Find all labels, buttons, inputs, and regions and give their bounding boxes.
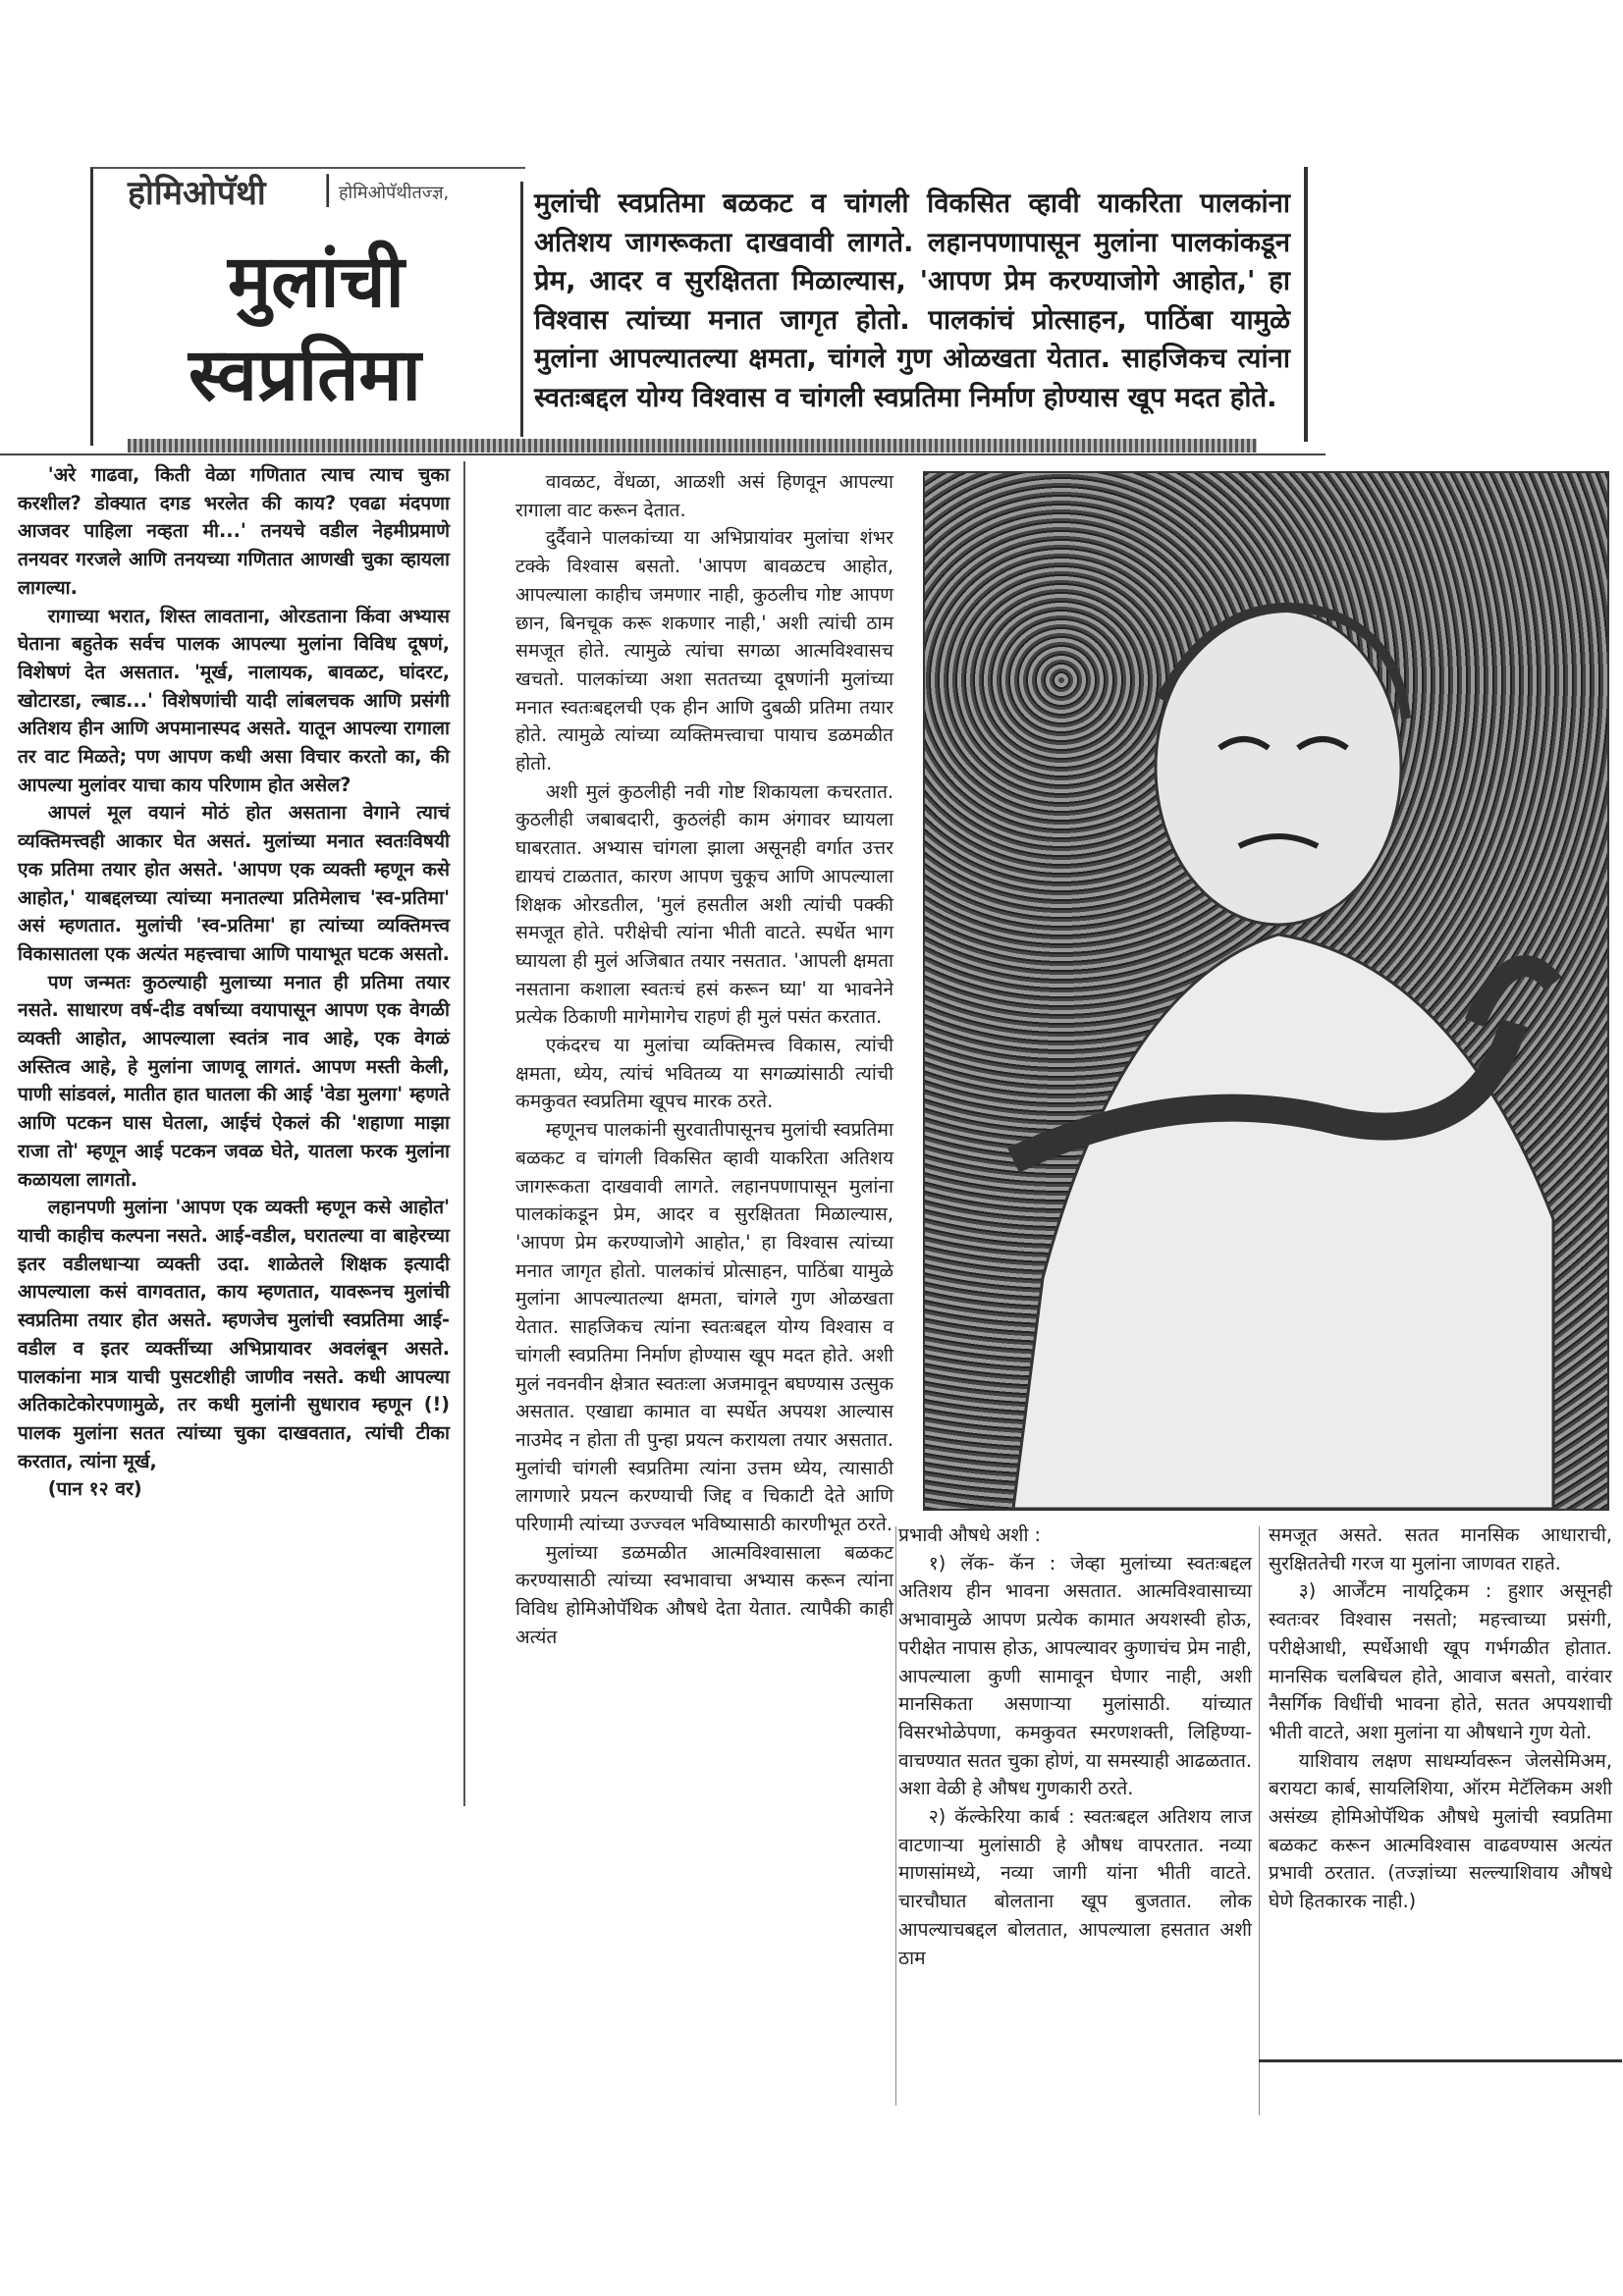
article-column-2: [515, 468, 893, 1652]
paragraph: 'अरे गाढवा, किती वेळा गणितात त्याच त्याच चुका करशील? डोक्यात दगड भरलेत की काय? एवढा मंदपणा आजवर पाहिला नव्हता मी...' तनयचे वडील नेहमीप्रमाणे तनयवर गरजले आणि तनयच्या गणितात आणखी चुका व्हायला लागल्या.: [18, 463, 450, 599]
paragraph: याशिवाय लक्षण साधर्म्यावरून जेलसेमिअम, बरायटा कार्ब, सायलिशिया, ऑरम मेटॅलिकम अशी असंख्य होमिओपॅथिक औषधे मुलांची स्वप्रतिमा बळकट करून आत्मविश्वास वाढवण्यास अत्यंत प्रभावी ठरतात. (तज्ज्ञांच्या सल्ल्याशिवाय औषधे घेणे हितकारक नाही.): [1269, 1748, 1612, 1913]
paragraph: वावळट, वेंधळा, आळशी असं हिणवून आपल्या रागाला वाट करून देतात.: [515, 470, 893, 521]
column-divider: [1259, 1526, 1260, 2115]
decorative-rule: [128, 439, 1257, 453]
header-divider: [0, 454, 1325, 455]
paragraph: समजूत असते. सतत मानसिक आधाराची, सुरक्षिततेची गरज या मुलांना जाणवत राहते.: [1269, 1523, 1612, 1575]
paragraph: अशी मुलं कुठलीही नवी गोष्ट शिकायला कचरतात. कुठलीही जबाबदारी, कुठलंही काम अंगावर घ्यायला घाबरतात. अभ्यास चांगला झाला असूनही वर्गात उत्तर द्यायचं टाळतात, कारण आपण चुकूच आणि आपल्याला शिक्षक ओरडतील, 'मुलं हसतील अशी त्यांची पक्की समजूत होते. परीक्षेची त्यांना भीती वाटते. स्पर्धेत भाग घ्यायला ही मुलं अजिबात तयार नसतात. 'आपली क्षमता नसताना कशाला स्वतःचं हसं करून घ्या' या भावनेने प्रत्येक ठिकाणी मागेमागेच राहणं ही मुलं पसंत करतात.: [515, 779, 893, 1029]
paragraph: ३) आर्जेंटम नायट्रिकम : हुशार असूनही स्वतःवर विश्वास नसतो; महत्त्वाच्या प्रसंगी, परीक्षेआधी, स्पर्धेआधी खूप गर्भगळीत होतात. मानसिक चलबिचल होते, आवाज बसतो, वारंवार नैसर्गिक विधींची भावना होते, सतत अपयशाची भीती वाटते, अशा मुलांना या औषधाने गुण येतो.: [1269, 1579, 1612, 1743]
article-column-4: [1269, 1522, 1612, 1916]
headline-line-2: स्वप्रतिमा: [189, 333, 421, 417]
intro-paragraph: मुलांची स्वप्रतिमा बळकट व चांगली विकसित व्हावी याकरिता पालकांना अतिशय जागरूकता दाखवावी लागते. लहानपणापासून मुलांना पालकांकडून प्रेम, आदर व सुरक्षितता मिळाल्यास, 'आपण प्रेम करण्याजोगे आहोत,' हा विश्वास त्यांच्या मनात जागृत होतो. पालकांचं प्रोत्साहन, पाठिंबा यामुळे मुलांना आपल्यातल्या क्षमता, चांगले गुण ओळखता येतात. साहजिकच त्यांना स्वतःबद्दल योग्य विश्वास व चांगली स्वप्रतिमा निर्माण होण्यास खूप मदत होते.: [534, 187, 1290, 413]
boy-illustration: [925, 473, 1607, 1509]
paragraph: लहानपणी मुलांना 'आपण एक व्यक्ती म्हणून कसे आहोत' याची काहीच कल्पना नसते. आई-वडील, घरातल्या वा बाहेरच्या इतर वडीलधाऱ्या व्यक्ती उदा. शाळेतले शिक्षक इत्यादी आपल्याला कसं वागवतात, काय म्हणतात, यावरूनच मुलांची स्वप्रतिमा तयार होत असते. म्हणजेच मुलांची स्वप्रतिमा आई-वडील व इतर व्यक्तींच्या अभिप्रायावर अवलंबून असते. पालकांना मात्र याची पुसटशीही जाणीव नसते. कधी आपल्या अतिकाटेकोरपणामुळे, तर कधी मुलांनी सुधाराव म्हणून (!) पालक मुलांना सतत त्यांच्या चुका दाखवतात, त्यांची टीका करतात, त्यांना मूर्ख,: [18, 1196, 450, 1472]
paragraph: एकंदरच या मुलांचा व्यक्तिमत्त्व विकास, त्यांची क्षमता, ध्येय, त्यांचं भवितव्य या सगळ्यांसाठी त्यांची कमकुवत स्वप्रतिमा खूपच मारक ठरते.: [515, 1034, 893, 1113]
closing-rule: [1259, 2059, 1622, 2062]
paragraph: दुर्दैवाने पालकांच्या या अभिप्रायांवर मुलांचा शंभर टक्के विश्वास बसतो. 'आपण बावळटच आहोत, आपल्याला काहीच जमणार नाही, कुठलीच गोष्ट आपण छान, बिनचूक करू शकणार नाही,' अशी त्यांची ठाम समजूत होते. त्यामुळे त्यांचा सगळा आत्मविश्वासच खचतो. पालकांच्या अशा सततच्या दूषणांनी मुलांच्या मनात स्वतःबद्दलची एक हीन आणि दुबळी प्रतिमा तयार होते. त्यामुळे त्यांच्या व्यक्तिमत्त्वाचा पायाच डळमळीत होतो.: [515, 526, 893, 775]
boy-photo: [923, 471, 1609, 1511]
article-column-1: [18, 461, 450, 1504]
article-column-3: [898, 1522, 1252, 1972]
column-divider: [463, 461, 465, 1806]
paragraph: आपलं मूल वयानं मोठं होत असताना वेगाने त्याचं व्यक्तिमत्त्वही आकार घेत असतं. मुलांच्या मनात स्वतःविषयी एक प्रतिमा तयार होत असते. 'आपण एक व्यक्ती म्हणून कसे आहोत,' याबद्दलच्या त्यांच्या मनातल्या प्रतिमेलाच 'स्व-प्रतिमा' असं म्हणतात. मुलांची 'स्व-प्रतिमा' हा त्यांच्या व्यक्तिमत्त्व विकासातला एक अत्यंत महत्त्वाचा आणि पायाभूत घटक असतो.: [18, 801, 450, 965]
paragraph: मुलांच्या डळमळीत आत्मविश्वासाला बळकट करण्यासाठी त्यांच्या स्वभावाचा अभ्यास करून त्यांना विविध होमिओपॅथिक औषधे देता येतात. त्यापैकी काही अत्यंत: [515, 1540, 893, 1648]
author-credit: होमिओपॅथीतज्ज्ञ,: [339, 183, 450, 203]
kicker-separator: |: [322, 169, 334, 208]
column-kicker: होमिओपॅथी: [128, 174, 266, 213]
column-divider: [895, 1526, 896, 2106]
paragraph: १) लॅक- कॅन : जेव्हा मुलांच्या स्वतःबद्दल अतिशय हीन भावना असतात. आत्मविश्वासाच्या अभावामुळे आपण प्रत्येक कामात अयशस्वी होऊ, परीक्षेत नापास होऊ, आपल्यावर कुणाचंच प्रेम नाही, आपल्याला कुणी सामावून घेणार नाही, अशी मानसिकता असणाऱ्या मुलांसाठी. यांच्यात विसरभोळेपणा, कमकुवत स्मरणशक्ती, लिहिण्या-वाचण्यात सतत चुका होणं, या समस्याही आढळतात. अशा वेळी हे औषध गुणकारी ठरते.: [898, 1551, 1252, 1800]
continuation-note: (पान १२ वर): [47, 1477, 142, 1501]
intro-right-border: [1304, 167, 1308, 442]
paragraph: २) कॅल्केरिया कार्ब : स्वतःबद्दल अतिशय लाज वाटणाऱ्या मुलांसाठी हे औषध वापरतात. नव्या माणसांमध्ये, नव्या जागी यांना भीती वाटते. चारचौघात बोलताना खूप बुजतात. लोक आपल्याचबद्दल बोलतात, आपल्याला हसतात अशी ठाम: [898, 1805, 1252, 1969]
paragraph: पण जन्मतः कुठल्याही मुलाच्या मनात ही प्रतिमा तयार नसते. साधारण वर्ष-दीड वर्षाच्या वयापासून आपण एक वेगळी व्यक्ती आहोत, आपल्याला स्वतंत्र नाव आहे, एक वेगळं अस्तित्व आहे, हे मुलांना जाणवू लागतं. आपण मस्ती केली, पाणी सांडवलं, मातीत हात घातला की आई 'वेडा मुलगा' म्हणते आणि पटकन घास घेतला, आईचं ऐकलं की 'शहाणा माझा राजा तो' म्हणून आई पटकन जवळ घेते, यातला फरक मुलांना कळायला लागतो.: [18, 970, 450, 1191]
headline-line-1: मुलांची: [228, 240, 405, 324]
paragraph: म्हणूनच पालकांनी सुरवातीपासूनच मुलांची स्वप्रतिमा बळकट व चांगली विकसित व्हावी याकरिता अतिशय जागरूकता दाखवावी लागते. लहानपणापासून मुलांना पालकांकडून प्रेम, आदर व सुरक्षितता मिळाल्यास, 'आपण प्रेम करण्याजोगे आहोत,' हा विश्वास त्यांच्या मनात जागृत होतो. पालकांचं प्रोत्साहन, पाठिंबा यामुळे मुलांना आपल्यातल्या क्षमता, चांगले गुण ओळखता येतात. साहजिकच त्यांना स्वतःबद्दल योग्य विश्वास व चांगली स्वप्रतिमा निर्माण होण्यास खूप मदत होते. अशी मुलं नवनवीन क्षेत्रात स्वतःला अजमावून बघण्यास उत्सुक असतात. एखाद्या कामात वा स्पर्धेत अपयश आल्यास नाउमेद न होता ती पुन्हा प्रयत्न करायला तयार असतात. मुलांची चांगली स्वप्रतिमा त्यांना उत्तम ध्येय, त्यासाठी लागणारे प्रयत्न करण्याची जिद्द व चिकाटी देते आणि परिणामी त्यांच्या उज्ज्वल भविष्यासाठी कारणीभूत ठरते.: [515, 1118, 893, 1536]
paragraph: रागाच्या भरात, शिस्त लावताना, ओरडताना किंवा अभ्यास घेताना बहुतेक सर्वच पालक आपल्या मुलांना विविध दूषणं, विशेषणं देत असतात. 'मूर्ख, नालायक, बावळट, घांदरट, खोटारडा, ल्बाड...' विशेषणांची यादी लांबलचक आणि प्रसंगी अतिशय हीन आणि अपमानास्पद असते. यातून आपल्या रागाला तर वाट मिळते; पण आपण कधी असा विचार करतो का, की आपल्या मुलांवर याचा काय परिणाम होत असेल?: [18, 604, 450, 796]
intro-border: [520, 182, 523, 437]
paragraph: प्रभावी औषधे अशी :: [898, 1523, 1041, 1546]
